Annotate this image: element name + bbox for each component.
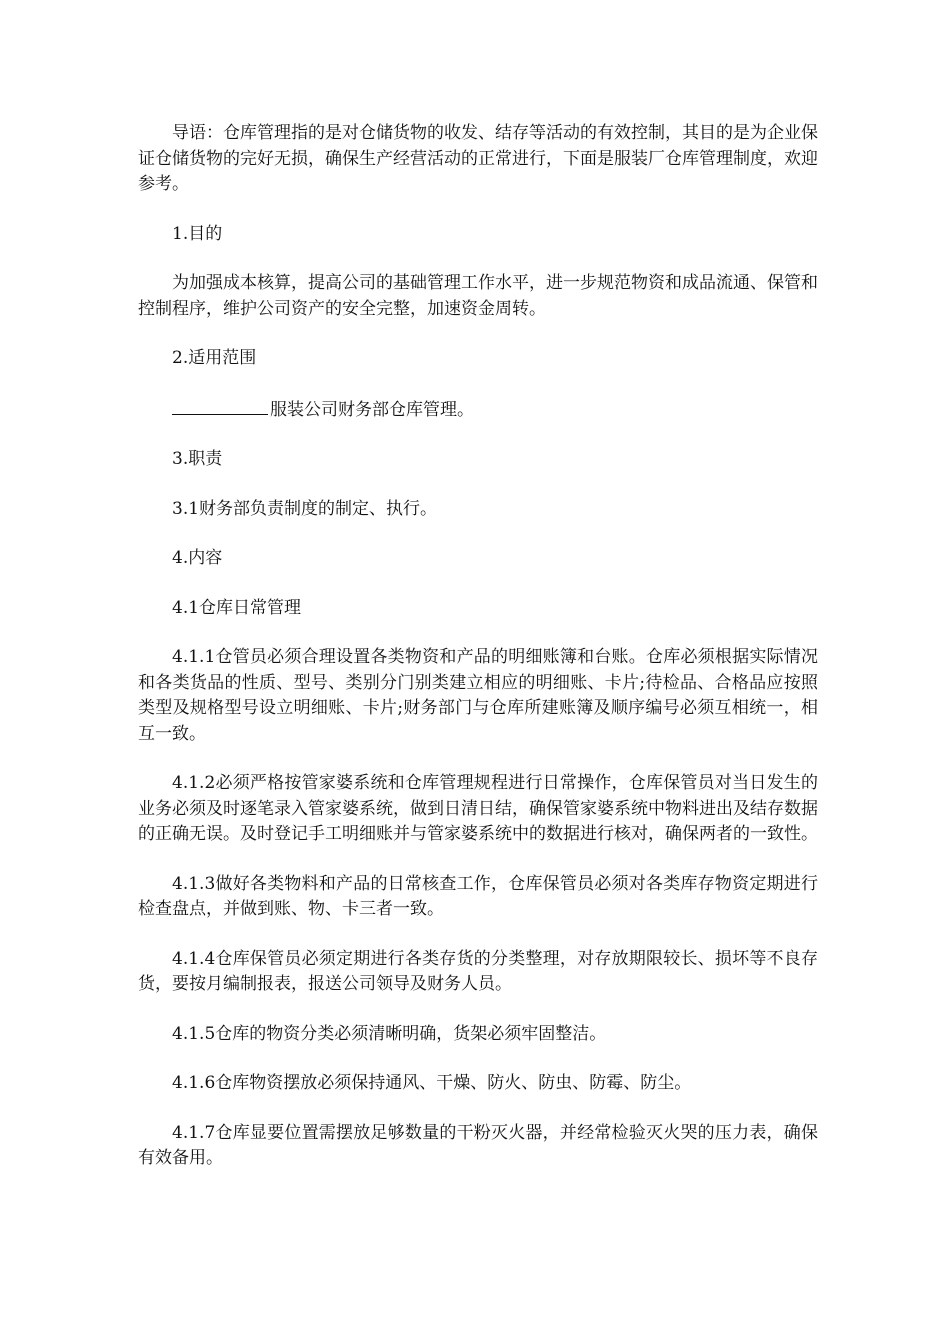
purpose-paragraph: 为加强成本核算，提高公司的基础管理工作水平，进一步规范物资和成品流通、保管和控制程序，维护公司资产的安全完整，加速资金周转。: [138, 273, 818, 319]
clause-4-1-2: 4.1.2必须严格按管家婆系统和仓库管理规程进行日常操作，仓库保管员对当日发生的业务必须及时逐笔录入管家婆系统，做到日清日结，确保管家婆系统中物料进出及结存数据的正确无误。及时登记手工明细账并与管家婆系统中的数据进行核对，确保两者的一致性。: [138, 773, 818, 844]
clause-4-1-5: 4.1.5仓库的物资分类必须清晰明确，货架必须牢固整洁。: [172, 1023, 607, 1044]
fill-in-blank: [172, 396, 268, 415]
section-heading-content: 4.内容: [172, 548, 223, 568]
duty-paragraph: 3.1财务部负责制度的制定、执行。: [172, 498, 438, 519]
subsection-heading-daily-management: 4.1仓库日常管理: [172, 597, 302, 618]
section-heading-duty: 3.职责: [172, 449, 223, 469]
section-heading-scope: 2.适用范围: [172, 348, 257, 368]
clause-4-1-3: 4.1.3做好各类物料和产品的日常核查工作，仓库保管员必须对各类库存物资定期进行检查盘点，并做到账、物、卡三者一致。: [138, 873, 818, 919]
clause-4-1-7: 4.1.7仓库显要位置需摆放足够数量的干粉灭火器，并经常检验灭火哭的压力表，确保有效备用。: [138, 1122, 818, 1168]
section-heading-purpose: 1.目的: [172, 223, 223, 244]
document-body: [138, 121, 818, 1196]
clause-4-1-6: 4.1.6仓库物资摆放必须保持通风、干燥、防火、防虫、防霉、防尘。: [172, 1073, 692, 1093]
clause-4-1-4: 4.1.4仓库保管员必须定期进行各类存货的分类整理，对存放期限较长、损坏等不良存货，要按月编制报表，报送公司领导及财务人员。: [138, 948, 818, 994]
intro-paragraph: 导语：仓库管理指的是对仓储货物的收发、结存等活动的有效控制，其目的是为企业保证仓储货物的完好无损，确保生产经营活动的正常进行，下面是服装厂仓库管理制度，欢迎参考。: [138, 123, 818, 194]
scope-text: 服装公司财务部仓库管理。: [270, 399, 474, 420]
clause-4-1-1: 4.1.1仓管员必须合理设置各类物资和产品的明细账簿和台账。仓库必须根据实际情况和各类货品的性质、型号、类别分门别类建立相应的明细账、卡片;待检品、合格品应按照类型及规格型号设立明细账、卡片;财务部门与仓库所建账簿及顺序编号必须互相统一，相互一致。: [138, 647, 818, 744]
scope-paragraph: [138, 396, 818, 424]
